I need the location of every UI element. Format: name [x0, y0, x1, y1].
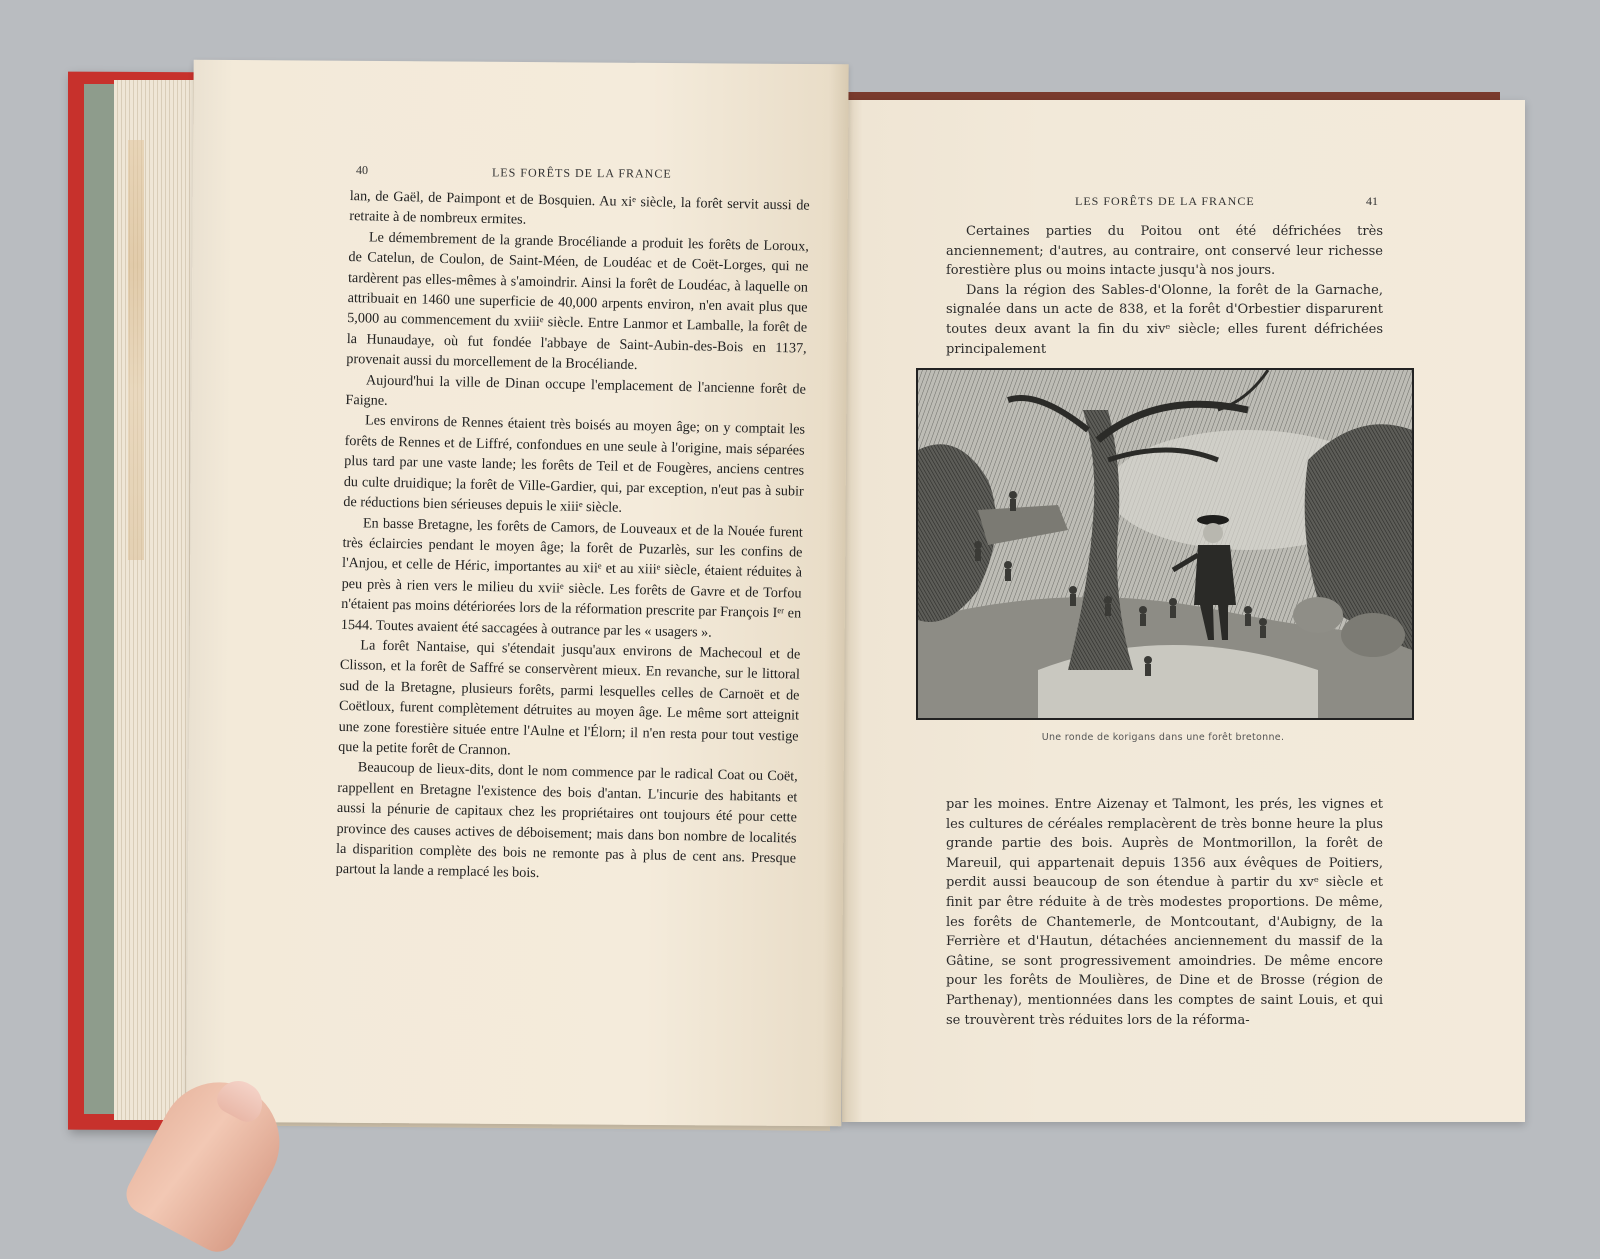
left-running-header: LES FORÊTS DE LA FRANCE [491, 165, 672, 181]
paragraph: Beaucoup de lieux-dits, dont le nom commence par le radical Coat ou Coët, rappellent en Bretagne l'existence des bois d'antan. L'incurie des habitants et aussi la pénurie de capitaux chez les propriétaires ont toujours été pour cette province des causes actives de déboisement; mais dans bon nombre de localités la disparition complète des bois ne remonte pas à plus de cent ans. Presque partout la lande a remplacé les bois. [335, 759, 798, 882]
paragraph: par les moines. Entre Aizenay et Talmont, les prés, les vignes et les cultures de céréales remplacèrent de très bonne heure la plus grande partie des bois. Auprès de Montmorillon, la forêt de Mareuil, qui appartenait depuis 1356 aux évêques de Poitiers, perdit aussi beaucoup de son étendue à partir du xvᵉ siècle et finit par être réduite à de très modestes proportions. De même, les forêts de Chantemerle, de Montcoutant, d'Aubigny, de la Ferrière et d'Hautun, détachées anciennement du massif de la Gâtine, se sont progressivement amoindries. De même encore pour les forêts de Moulières, de Dine et de Brosse (région de Parthenay), mentionnées dans les comptes de saint Louis, et qui se trouvèrent très réduites lors de la réforma- [946, 797, 1383, 1028]
paragraph: Dans la région des Sables-d'Olonne, la forêt de la Garnache, signalée dans un acte de 838, et la forêt d'Orbestier disparurent toutes deux avant la fin du xivᵉ siècle; elles furent défrichées principalement [946, 282, 1383, 357]
paragraph: Le démembrement de la grande Brocéliande a produit les forêts de Loroux, de Catelun, de Coulon, de Saint-Méen, de Loudéac et de Coët-Lorges, qui ne tardèrent pas elles-mêmes à s'amoindrir. Ainsi la forêt de Loudéac, à laquelle on attribuait en 1460 une superficie de 40,000 arpents environ, n'en avait plus que 5,000 au commencement du xviiiᵉ siècle. Entre Lanmor et Lamballe, la forêt de la Hunaudaye, où fut fondée l'abbaye de Saint-Aubin-des-Bois en 1137, provenait aussi du morcellement de la Brocéliande. [346, 229, 810, 374]
paragraph: La forêt Nantaise, qui s'étendait jusqu'aux environs de Machecoul et de Clisson, et la forêt de Saffré se conservèrent mieux. En revanche, sur le littoral sud de la Bretagne, plusieurs forêts, parmi lesquelles celles de Carnoët et de Coëtloux, furent complètement détruites au moyen âge. Le même sort atteignit une zone forestière située entre l'Aulne et l'Élorn; il n'en resta pour tout vestige que la petite forêt de Crannon. [338, 637, 801, 759]
right-running-header: LES FORÊTS DE LA FRANCE [1075, 194, 1255, 208]
foxing-stain [128, 140, 144, 560]
right-page-number: 41 [1366, 194, 1378, 208]
paragraph: Les environs de Rennes étaient très boisés au moyen âge; on y comptait les forêts de Rennes et de Liffré, confondues en une seule à l'origine, mais séparées plus tard par une vaste lande; les forêts de Teil et de Fougères, anciens centres du culte druidique; la forêt de Ville-Gardier, qui, par exception, n'eut pas à subir de réductions bien sérieuses depuis le xiiiᵉ siècle. [343, 412, 806, 516]
paragraph: En basse Bretagne, les forêts de Camors, de Louveaux et de la Nouée furent très éclaircies pendant le moyen âge; la forêt de Puzarlès, sur les confins de l'Anjou, et celle de Héric, importantes au xiiᵉ et au xiiiᵉ siècle, étaient réduites à peu près à rien vers le milieu du xviiᵉ siècle. Les forêts de Gavre et de Torfou n'étaient pas moins détériorées lors de la réformation prescrite par François Iᵉʳ en 1544. Toutes avaient été saccagées à outrance par les « usagers ». [340, 514, 804, 641]
paragraph: Aujourd'hui la ville de Dinan occupe l'emplacement de l'ancienne forêt de Faigne. [345, 372, 807, 409]
left-page-text [335, 186, 809, 889]
left-page-number: 40 [355, 162, 369, 178]
paragraph: lan, de Gaël, de Paimpont et de Bosquien. Au xiᵉ siècle, la forêt servit aussi de retraite à de nombreux ermites. [349, 187, 810, 229]
illustration-caption: Une ronde de korigans dans une forêt bretonne. [1041, 732, 1285, 743]
right-page-text-top [946, 222, 1383, 359]
engraving-illustration [916, 368, 1414, 720]
right-page-text-bottom [946, 782, 1383, 1043]
paragraph: Certaines parties du Poitou ont été défrichées très anciennement; d'autres, au contraire, ont conservé leur richesse forestière plus ou moins intacte jusqu'à nos jours. [946, 224, 1383, 279]
